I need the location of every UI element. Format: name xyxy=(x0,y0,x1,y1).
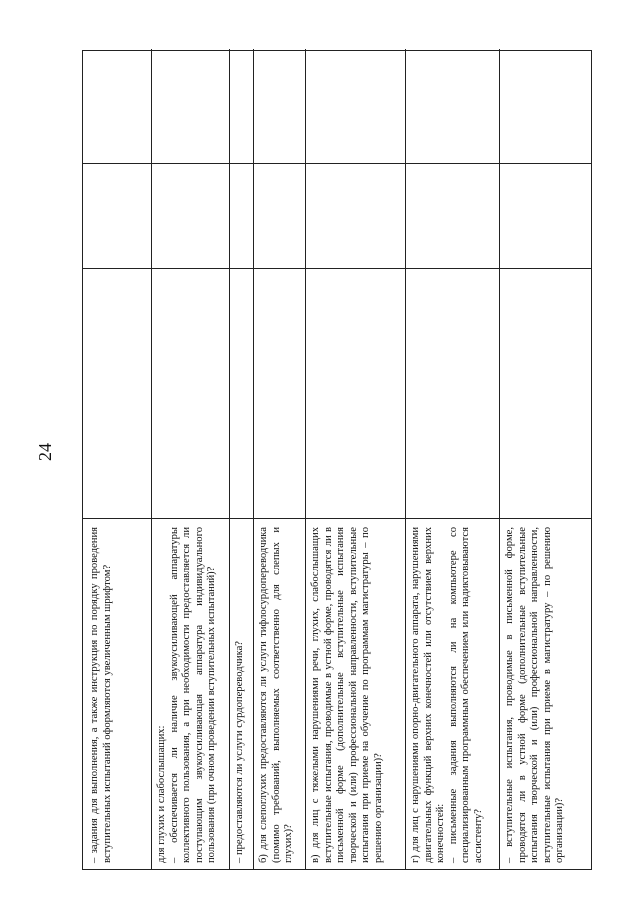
table-row xyxy=(253,49,305,869)
question-text: – предоставляются ли услуги сурдопереводчика? xyxy=(234,641,245,863)
table-row xyxy=(499,49,593,869)
question-text: в) для лиц с тяжелыми нарушениями речи, глухих, слабослышащих вступительные испытания, проводимые в устной форме, проводятся ли в письменной форме (дополнительные вступительные испытания творческой и (или) профессиональной направленности, вступительные испытания при приеме на обучение по программам магистратуры – по решению организации)? xyxy=(310,527,384,863)
question-text: – вступительные испытания, проводимые в письменной форме, проводятся ли в устной форме (дополнительные вступительные испытания творческой и (или) профессиональной направленности, вступительные испытания при приеме в магистратуру – по решению организации)? xyxy=(504,527,566,863)
question-cell xyxy=(410,527,486,863)
table-row xyxy=(405,49,499,869)
checklist-table xyxy=(82,50,592,870)
question-heading: для глухих и слабослышащих: xyxy=(156,725,167,863)
table-row xyxy=(305,49,405,869)
question-cell xyxy=(258,527,296,863)
question-text: б) для слепоглухих предоставляются ли услуги тифлосурдопереводчика (помимо требований, выполняемых соответственно для слепых и глухих)? xyxy=(258,527,295,863)
table-row xyxy=(229,49,253,869)
table-row xyxy=(151,49,229,869)
question-text: – задания для выполнения, а также инструкция по порядку проведения вступительных испытаний оформляются увеличенным шрифтом? xyxy=(89,527,113,863)
table-row xyxy=(83,49,151,869)
question-cell xyxy=(156,527,219,863)
question-cell xyxy=(504,527,567,863)
question-cell xyxy=(310,527,386,863)
question-cell xyxy=(234,527,247,863)
question-cell xyxy=(89,527,114,863)
question-text: – обеспечивается ли наличие звукоусиливающей аппаратуры коллективного пользования, а при необходимости предоставляется ли поступающим звукоусиливающая аппаратура индивидуального пользования (при очном проведении вступительных испытаний)? xyxy=(168,527,218,863)
question-text: – письменные задания выполняются ли на компьютере со специализированным программным обеспечением или надиктовываются ассистенту? xyxy=(447,527,484,863)
question-heading: г) для лиц с нарушениями опорно-двигательного аппарата, нарушениями двигательных функций верхних конечностей или отсутствием верхних конечностей: xyxy=(410,527,447,863)
page-number: 24 xyxy=(35,443,55,461)
